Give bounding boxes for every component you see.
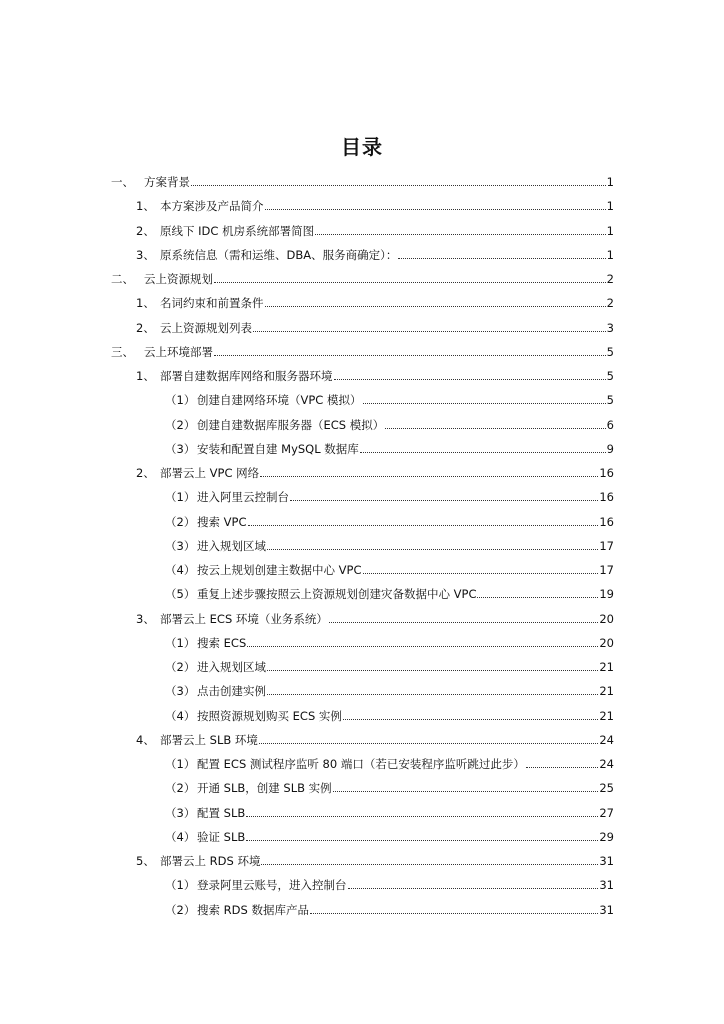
toc-leader-dots (310, 913, 598, 914)
toc-entry-page: 21 (599, 660, 614, 674)
toc-leader-dots (315, 234, 606, 235)
toc-entry-label: 云上资源规划 (144, 272, 213, 286)
toc-entry-label: 配置 ECS 测试程序监听 80 端口（若已安装程序监听跳过此步） (197, 757, 525, 771)
toc-title: 目录 (341, 135, 383, 159)
toc-entry[interactable] (136, 727, 614, 747)
toc-entry-page: 29 (599, 829, 614, 844)
toc-entry-page: 6 (606, 417, 614, 432)
toc-entry-number: 2、 (136, 320, 155, 335)
toc-entry-number: 3、 (136, 247, 155, 262)
toc-entry[interactable] (165, 509, 614, 529)
toc-entry[interactable] (111, 339, 614, 359)
toc-entry-page: 1 (606, 175, 614, 189)
toc-entry-page: 17 (599, 538, 614, 553)
toc-entry-number: （2） (165, 417, 196, 432)
toc-entry-page: 5 (606, 369, 614, 383)
toc-entry[interactable] (165, 436, 614, 456)
toc-entry-page: 1 (606, 223, 614, 238)
toc-entry[interactable] (165, 557, 614, 577)
toc-entry-label: 部署云上 RDS 环境 (160, 854, 261, 868)
toc-entry-number: （3） (165, 538, 196, 553)
toc-entry-label: 开通 SLB，创建 SLB 实例 (197, 781, 332, 796)
toc-entry[interactable] (136, 848, 614, 868)
toc-entry-label: 进入阿里云控制台 (197, 490, 289, 505)
toc-leader-dots (267, 694, 598, 695)
toc-leader-dots (526, 767, 599, 768)
toc-entry-label: 重复上述步骤按照云上资源规划创建灾备数据中心 VPC (197, 587, 477, 602)
toc-entry-label: 安装和配置自建 MySQL 数据库 (197, 441, 359, 456)
toc-entry-number: （2） (165, 781, 196, 796)
toc-entry-number: （2） (165, 902, 196, 917)
toc-leader-dots (360, 452, 606, 453)
toc-entry-label: 部署云上 SLB 环境 (160, 732, 258, 747)
toc-entry-number: 2、 (136, 466, 155, 480)
toc-entry-page: 24 (599, 732, 614, 747)
toc-entry-page: 1 (606, 247, 614, 262)
toc-leader-dots (363, 403, 606, 404)
toc-leader-dots (267, 549, 598, 550)
toc-entry-page: 3 (606, 320, 614, 335)
toc-entry[interactable] (165, 630, 614, 650)
toc-entry-label: 搜索 VPC (197, 514, 247, 529)
toc-entry-page: 16 (599, 490, 614, 505)
toc-entry-number: 二、 (111, 272, 134, 286)
toc-entry[interactable] (165, 824, 614, 844)
toc-entry-label: 原系统信息（需和运维、DBA、服务商确定）： (160, 247, 398, 262)
toc-entry-label: 创建自建网络环境（VPC 模拟） (197, 393, 362, 408)
toc-entry-number: （1） (165, 757, 196, 771)
toc-entry-number: 5、 (136, 854, 155, 868)
toc-leader-dots (261, 864, 598, 865)
toc-leader-dots (248, 525, 599, 526)
toc-entry-page: 9 (606, 441, 614, 456)
toc-entry-number: 3、 (136, 611, 155, 626)
toc-entry-label: 按云上规划创建主数据中心 VPC (197, 563, 362, 577)
toc-entry-label: 部署自建数据库网络和服务器环境 (160, 369, 333, 383)
toc-entry-page: 21 (599, 708, 614, 723)
toc-leader-dots (246, 816, 598, 817)
toc-entry-number: （3） (165, 441, 196, 456)
toc-leader-dots (265, 209, 606, 210)
toc-entry-page: 5 (606, 344, 614, 359)
toc-entry[interactable] (136, 290, 614, 310)
toc-leader-dots (343, 719, 598, 720)
toc-entry-number: （3） (165, 805, 196, 820)
toc-entry-number: 1、 (136, 199, 155, 214)
toc-entry-number: （1） (165, 878, 196, 893)
toc-entry-label: 创建自建数据库服务器（ECS 模拟） (197, 417, 385, 432)
toc-entry-number: （4） (165, 708, 196, 723)
toc-entry-label: 进入规划区域 (197, 538, 266, 553)
toc-entry-page: 31 (599, 878, 614, 893)
toc-entry[interactable] (165, 775, 614, 795)
toc-entry[interactable] (165, 484, 614, 504)
toc-entry-label: 点击创建实例 (197, 684, 266, 699)
toc-entry-number: 三、 (111, 344, 134, 359)
toc-entry-number: （3） (165, 684, 196, 699)
toc-leader-dots (267, 670, 598, 671)
toc-entry[interactable] (165, 581, 614, 601)
toc-entry-label: 验证 SLB (197, 829, 246, 844)
toc-entry[interactable] (165, 897, 614, 917)
toc-leader-dots (333, 791, 599, 792)
toc-leader-dots (214, 282, 606, 283)
toc-leader-dots (334, 379, 606, 380)
toc-entry[interactable] (165, 533, 614, 553)
toc-entry-number: 4、 (136, 732, 155, 747)
toc-entry-page: 20 (599, 635, 614, 650)
toc-entry-label: 云上环境部署 (144, 344, 213, 359)
toc-entry[interactable] (165, 751, 614, 771)
toc-entry-number: （1） (165, 635, 196, 650)
toc-leader-dots (398, 258, 605, 259)
toc-entry-label: 部署云上 VPC 网络 (160, 466, 260, 480)
toc-entry[interactable] (136, 193, 614, 213)
toc-entry-number: 1、 (136, 369, 155, 383)
toc-entry-page: 31 (599, 902, 614, 917)
toc-entry-label: 本方案涉及产品简介 (160, 199, 264, 214)
toc-entry-page: 24 (599, 757, 614, 771)
toc-entry-page: 16 (599, 514, 614, 529)
toc-entry-page: 31 (599, 854, 614, 868)
toc-entry[interactable] (111, 169, 614, 189)
toc-entry-page: 27 (599, 805, 614, 820)
toc-entry[interactable] (165, 387, 614, 407)
toc-leader-dots (265, 306, 606, 307)
toc-entry-page: 17 (599, 563, 614, 577)
toc-entry-page: 19 (599, 587, 614, 602)
toc-leader-dots (385, 428, 605, 429)
toc-entry-label: 原线下 IDC 机房系统部署简图 (160, 223, 315, 238)
toc-entry[interactable] (165, 800, 614, 820)
toc-entry-label: 搜索 ECS (197, 635, 247, 650)
toc-entry-number: （4） (165, 829, 196, 844)
toc-leader-dots (290, 500, 598, 501)
toc-entry-label: 名词约束和前置条件 (160, 296, 264, 311)
toc-entry[interactable] (136, 242, 614, 262)
toc-leader-dots (363, 573, 599, 574)
toc-entry-label: 登录阿里云账号，进入控制台 (197, 878, 347, 893)
toc-entry-label: 按照资源规划购买 ECS 实例 (197, 708, 342, 723)
toc-entry[interactable] (136, 363, 614, 383)
toc-leader-dots (253, 331, 606, 332)
toc-entry-page: 2 (606, 272, 614, 286)
toc-entry-number: （1） (165, 393, 196, 408)
toc-entry-number: （5） (165, 587, 196, 602)
toc-entry[interactable] (136, 460, 614, 480)
toc-entry-page: 1 (606, 199, 614, 214)
toc-entry-page: 16 (599, 466, 614, 480)
toc-leader-dots (477, 597, 598, 598)
toc-leader-dots (246, 840, 598, 841)
toc-entry-number: （1） (165, 490, 196, 505)
toc-entry[interactable] (111, 266, 614, 286)
toc-entry-number: （4） (165, 563, 196, 577)
toc-entry-number: 2、 (136, 223, 155, 238)
toc-entry-page: 21 (599, 684, 614, 699)
toc-entry[interactable] (136, 315, 614, 335)
toc-entry-page: 5 (606, 393, 614, 408)
toc-leader-dots (191, 185, 606, 186)
toc-entry[interactable] (165, 654, 614, 674)
toc-entry-page: 2 (606, 296, 614, 311)
toc-entry-number: （2） (165, 660, 196, 674)
toc-leader-dots (260, 476, 598, 477)
toc-entry[interactable] (165, 678, 614, 698)
toc-entry-label: 方案背景 (144, 175, 190, 189)
toc-entry-label: 云上资源规划列表 (160, 320, 252, 335)
toc-entry-number: （2） (165, 514, 196, 529)
toc-entry[interactable] (136, 606, 614, 626)
toc-leader-dots (329, 622, 598, 623)
toc-entry-page: 25 (599, 781, 614, 796)
toc-entry[interactable] (136, 218, 614, 238)
toc-entry[interactable] (165, 872, 614, 892)
toc-leader-dots (348, 888, 599, 889)
toc-entry-label: 配置 SLB (197, 805, 246, 820)
toc-entry[interactable] (165, 703, 614, 723)
toc-leader-dots (247, 646, 598, 647)
toc-entry-label: 部署云上 ECS 环境（业务系统） (160, 611, 328, 626)
toc-entry-page: 20 (599, 611, 614, 626)
toc-entry[interactable] (165, 412, 614, 432)
toc-leader-dots (259, 743, 598, 744)
toc-entry-number: 一、 (111, 175, 134, 189)
toc-entry-label: 进入规划区域 (197, 660, 266, 674)
toc-entry-label: 搜索 RDS 数据库产品 (197, 902, 309, 917)
toc-leader-dots (214, 355, 606, 356)
toc-entry-number: 1、 (136, 296, 155, 311)
